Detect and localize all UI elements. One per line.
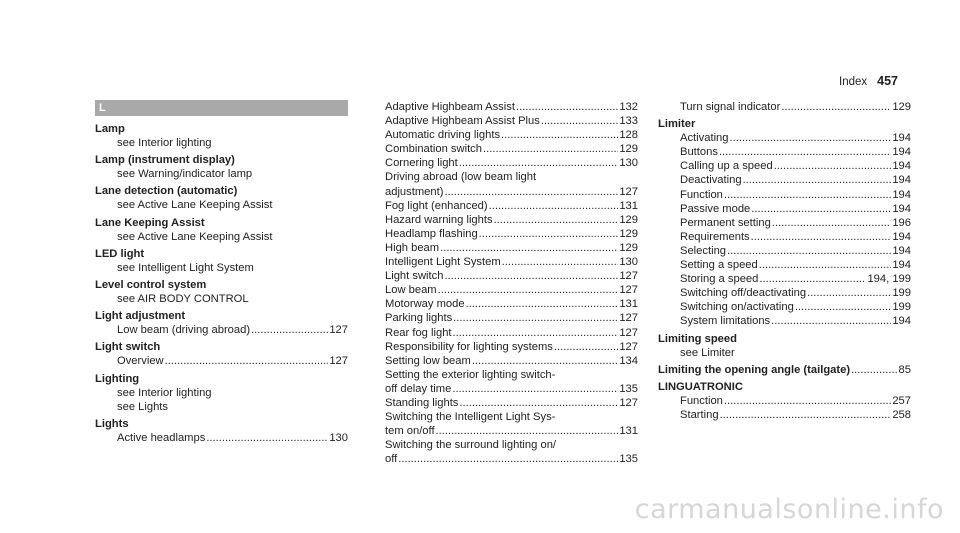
page-reference: 131 (619, 425, 638, 438)
page-reference: 258 (892, 408, 911, 421)
index-heading: Lane Keeping Assist (95, 216, 205, 229)
page-reference: 194 (892, 132, 911, 145)
entry-text: Selecting (680, 244, 727, 257)
see-reference: see Warning/indicator lamp (117, 168, 253, 181)
see-reference: see Interior lighting (117, 386, 212, 399)
index-subentry (95, 431, 348, 445)
section-name: Index (839, 76, 868, 88)
index-column-2 (385, 100, 638, 466)
page-reference: 130 (619, 157, 638, 170)
index-subentry (385, 100, 638, 114)
page-reference: 194 (892, 244, 911, 257)
index-subentry (385, 326, 638, 340)
see-reference: see Lights (117, 400, 168, 413)
entry-text: Overview (117, 355, 164, 368)
index-heading: Lane detection (automatic) (95, 185, 238, 198)
page-reference: 135 (619, 453, 638, 466)
leader-dots (206, 431, 328, 445)
index-subentry (385, 269, 638, 283)
index-column-1 (95, 100, 348, 445)
page-reference: 129 (619, 143, 638, 156)
page-reference: 129 (619, 213, 638, 226)
entry-text: Setting low beam (385, 354, 471, 367)
index-subentry-wrap: Switching the Intelligent Light Sys- (385, 411, 556, 424)
page-reference: 131 (619, 298, 638, 311)
leader-dots (459, 396, 618, 410)
index-subentry (385, 114, 638, 128)
leader-dots (759, 258, 892, 272)
entry-text: Automatic driving lights (385, 129, 501, 142)
entry-text: Fog light (enhanced) (385, 199, 488, 212)
entry-text: Adaptive Highbeam Assist Plus (385, 115, 540, 128)
entry-text: Motorway mode (385, 298, 465, 311)
page-reference: 130 (329, 431, 348, 444)
index-subentry-wrap: Setting the exterior lighting switch- (385, 368, 556, 381)
index-subentry (658, 394, 911, 408)
leader-dots (795, 300, 892, 314)
section-letter: L (95, 100, 348, 116)
page-reference: 194 (892, 202, 911, 215)
entry-text: Low beam (driving abroad) (117, 324, 251, 337)
index-subentry (658, 173, 911, 187)
index-subentry (385, 424, 638, 438)
leader-dots (772, 216, 892, 230)
leader-dots (440, 241, 618, 255)
entry-text: Adaptive Highbeam Assist (385, 101, 515, 113)
index-subentry (658, 100, 911, 114)
page-reference: 194 (892, 230, 911, 243)
entry-text: System limitations (680, 315, 771, 328)
index-column-3 (658, 100, 911, 422)
entry-text: off (385, 453, 398, 466)
entry-text: Rear fog light (385, 326, 452, 339)
entry-text: High beam (385, 241, 440, 254)
index-heading: Lamp (instrument display) (95, 154, 235, 167)
leader-dots (516, 100, 618, 114)
page-reference: 133 (619, 115, 638, 128)
page-reference: 132 (619, 101, 638, 113)
index-subentry (385, 227, 638, 241)
leader-dots (502, 255, 619, 269)
leader-dots (807, 286, 891, 300)
index-subentry (658, 216, 911, 230)
leader-dots (438, 283, 619, 297)
page-reference: 129 (619, 227, 638, 240)
leader-dots (453, 326, 619, 340)
leader-dots (774, 159, 892, 173)
leader-dots (541, 114, 618, 128)
leader-dots (724, 188, 891, 202)
entry-text: Low beam (385, 284, 437, 297)
leader-dots (781, 100, 891, 114)
page-reference: 127 (619, 185, 638, 198)
index-subentry (385, 297, 638, 311)
page-reference: 127 (329, 355, 348, 368)
entry-text: Switching off/deactivating (680, 287, 807, 300)
entry-text: tem on/off (385, 425, 435, 438)
index-heading: Limiter (658, 118, 696, 131)
entry-text: Light switch (385, 270, 444, 283)
page-reference: 127 (619, 340, 638, 353)
leader-dots (444, 269, 618, 283)
leader-dots (730, 131, 892, 145)
page-reference: 194 (892, 259, 911, 272)
index-subentry (95, 354, 348, 368)
index-heading: Level control system (95, 278, 207, 291)
see-reference: see AIR BODY CONTROL (117, 293, 249, 306)
page-reference: 85 (898, 363, 911, 376)
page-reference: 127 (619, 312, 638, 325)
see-reference: see Active Lane Keeping Assist (117, 199, 273, 212)
index-subentry (658, 188, 911, 202)
entry-text: Deactivating (680, 174, 742, 187)
entry-text: Function (680, 394, 723, 407)
index-heading: Limiting speed (658, 332, 737, 345)
page-reference: 131 (619, 199, 638, 212)
index-heading: Lights (95, 417, 129, 430)
leader-dots (472, 354, 619, 368)
leader-dots (251, 323, 328, 337)
entry-text: Hazard warning lights (385, 213, 493, 226)
index-subentry (658, 202, 911, 216)
index-subentry (385, 354, 638, 368)
index-subentry (658, 258, 911, 272)
index-subentry (658, 272, 911, 286)
see-reference: see Active Lane Keeping Assist (117, 230, 273, 243)
leader-dots (483, 142, 618, 156)
page-reference: 199 (892, 287, 911, 300)
leader-dots (554, 340, 618, 354)
index-heading: LED light (95, 247, 145, 260)
leader-dots (436, 424, 619, 438)
index-subentry (658, 408, 911, 422)
leader-dots (489, 199, 619, 213)
index-subentry (385, 128, 638, 142)
page-reference: 194 (892, 160, 911, 173)
index-heading: Light adjustment (95, 310, 186, 323)
index-subentry (385, 213, 638, 227)
entry-text: off delay time (385, 382, 452, 395)
page-number: 457 (877, 74, 898, 88)
page-reference: 135 (619, 382, 638, 395)
entry-text: Switching on/activating (680, 301, 794, 314)
index-heading: Lamp (95, 123, 125, 135)
index-subentry (658, 159, 911, 173)
page-reference: 194 (892, 146, 911, 159)
leader-dots (719, 145, 891, 159)
page-reference: 257 (892, 394, 911, 407)
leader-dots (720, 408, 892, 422)
entry-text: Requirements (680, 230, 750, 243)
leader-dots (466, 297, 619, 311)
index-subentry (658, 131, 911, 145)
index-subentry (658, 286, 911, 300)
see-reference: see Interior lighting (117, 137, 212, 150)
index-subentry (658, 230, 911, 244)
page-reference: 194 (892, 188, 911, 201)
entry-text: Limiting the opening angle (tailgate) (658, 363, 851, 376)
index-subentry (385, 255, 638, 269)
entry-text: Activating (680, 132, 729, 145)
leader-dots (724, 394, 891, 408)
entry-text: Combination switch (385, 143, 483, 156)
page-reference: 194 (892, 315, 911, 328)
index-heading-with-page (658, 363, 911, 377)
leader-dots (759, 272, 866, 286)
leader-dots (452, 382, 618, 396)
index-subentry (385, 185, 638, 199)
watermark: carmanualsonline.info (634, 494, 944, 525)
entry-text: Parking lights (385, 312, 453, 325)
index-heading: Lighting (95, 372, 140, 385)
page-reference: 199 (892, 301, 911, 314)
leader-dots (398, 452, 618, 466)
page-reference: 127 (619, 284, 638, 297)
page-reference: 128 (619, 129, 638, 142)
index-subentry (385, 340, 638, 354)
index-subentry (658, 314, 911, 328)
entry-text: Cornering light (385, 157, 458, 170)
page-reference: 129 (892, 101, 911, 113)
index-subentry (658, 145, 911, 159)
leader-dots (444, 185, 618, 199)
entry-text: Permanent setting (680, 216, 771, 229)
leader-dots (751, 230, 892, 244)
index-subentry-wrap: Switching the surround lighting on/ (385, 439, 557, 452)
index-subentry (658, 244, 911, 258)
index-subentry (385, 283, 638, 297)
entry-text: Buttons (680, 146, 718, 159)
index-subentry (385, 452, 638, 466)
page-reference: 127 (619, 326, 638, 339)
entry-text: Starting (680, 408, 719, 421)
entry-text: Responsibility for lighting systems (385, 340, 553, 353)
index-heading: LINGUATRONIC (658, 380, 743, 393)
entry-text: Headlamp flashing (385, 227, 478, 240)
entry-text: Standing lights (385, 396, 459, 409)
index-subentry (385, 241, 638, 255)
page-reference: 130 (619, 256, 638, 269)
leader-dots (459, 156, 619, 170)
leader-dots (727, 244, 891, 258)
page-reference: 194 (892, 174, 911, 187)
leader-dots (453, 311, 618, 325)
index-subentry-wrap: Driving abroad (low beam light (385, 171, 537, 184)
index-subentry (385, 142, 638, 156)
page-header (839, 74, 898, 88)
leader-dots (851, 363, 897, 377)
entry-text: Intelligent Light System (385, 256, 501, 269)
entry-text: Calling up a speed (680, 160, 773, 173)
index-subentry (658, 300, 911, 314)
page-reference: 127 (329, 324, 348, 337)
index-subentry (95, 323, 348, 337)
leader-dots (501, 128, 618, 142)
entry-text: adjustment) (385, 185, 444, 198)
page-reference: 196 (892, 216, 911, 229)
index-heading: Light switch (95, 341, 161, 354)
see-reference: see Limiter (680, 346, 735, 359)
leader-dots (743, 173, 892, 187)
page-reference: 134 (619, 354, 638, 367)
page-reference: 127 (619, 270, 638, 283)
entry-text: Setting a speed (680, 259, 758, 272)
index-subentry (385, 396, 638, 410)
leader-dots (479, 227, 619, 241)
leader-dots (494, 213, 619, 227)
entry-text: Passive mode (680, 202, 751, 215)
entry-text: Function (680, 188, 723, 201)
page-reference: 127 (619, 396, 638, 409)
index-subentry (385, 156, 638, 170)
index-subentry (385, 382, 638, 396)
page-reference: 129 (619, 241, 638, 254)
index-subentry (385, 199, 638, 213)
entry-text: Active headlamps (117, 431, 206, 444)
entry-text: Turn signal indicator (680, 101, 781, 113)
leader-dots (165, 354, 329, 368)
leader-dots (751, 202, 891, 216)
leader-dots (771, 314, 891, 328)
index-subentry (385, 311, 638, 325)
see-reference: see Intelligent Light System (117, 261, 254, 274)
entry-text: Storing a speed (680, 273, 759, 286)
page-reference: 194, 199 (867, 273, 911, 286)
